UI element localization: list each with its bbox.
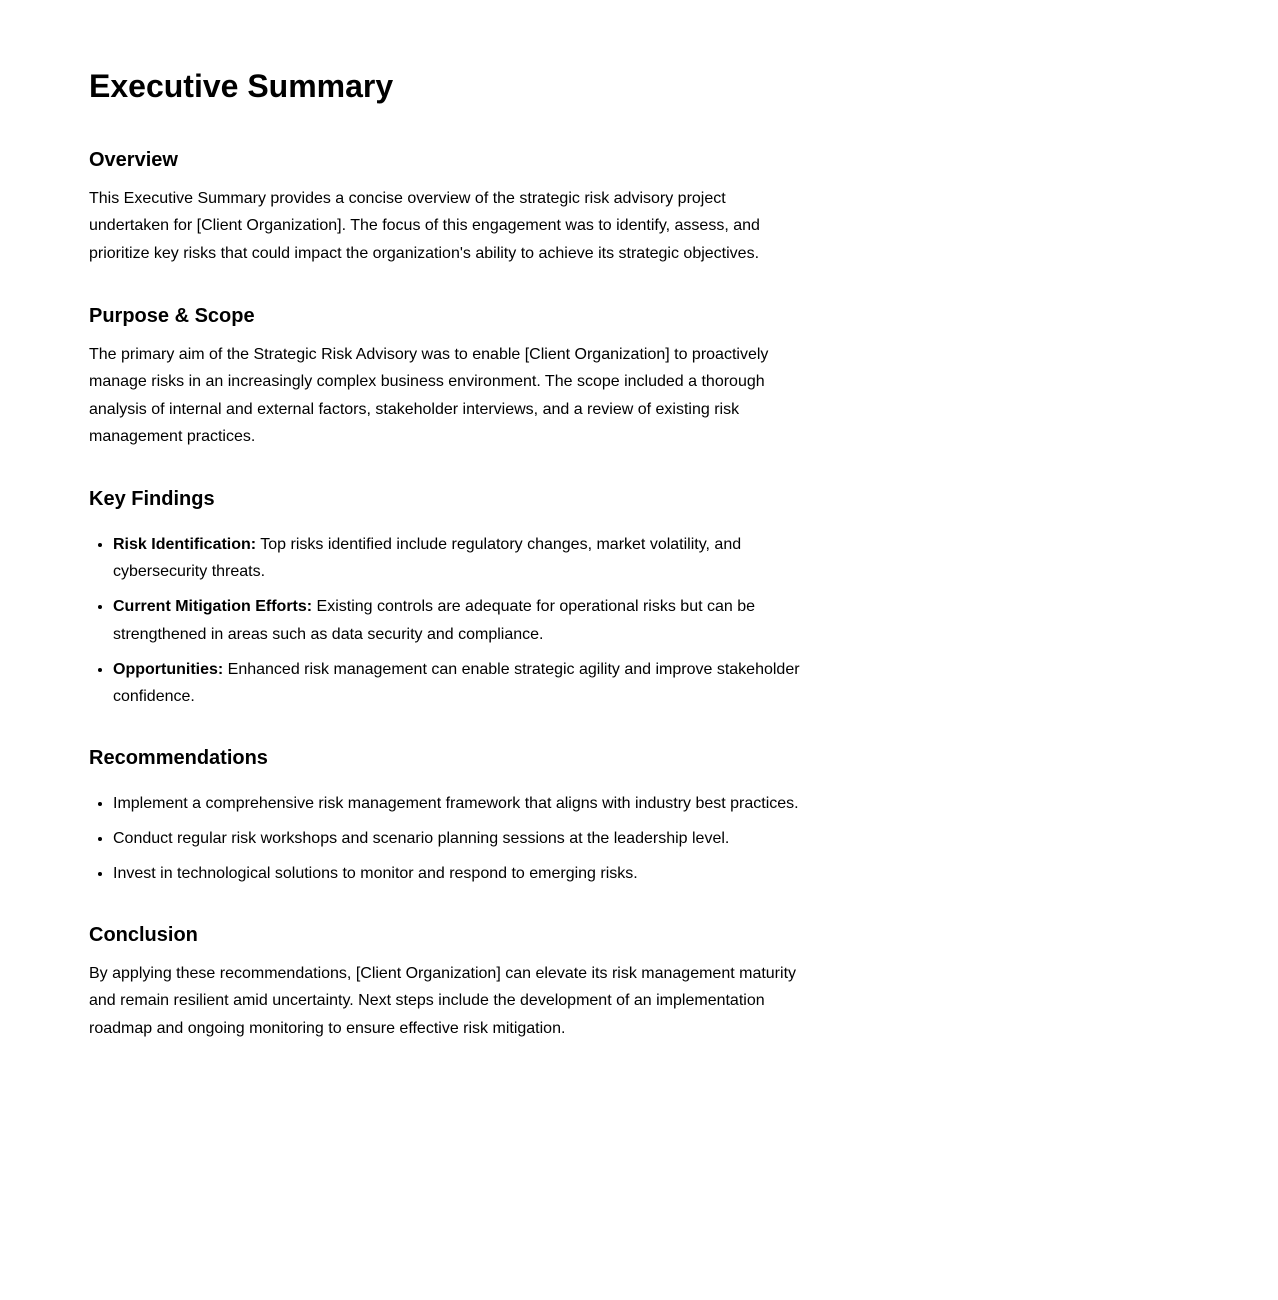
section-heading-recommendations: Recommendations bbox=[89, 747, 268, 769]
finding-text: Existing controls are adequate for operational risks but can be strengthened in areas such as data security and compliance. bbox=[113, 598, 756, 643]
purpose-scope-paragraph: The primary aim of the Strategic Risk Advisory was to enable [Client Organization] to proactively manage risks in an increasingly complex business environment. The scope included a thorough analysis of internal and external factors, stakeholder interviews, and a review of existing risk management practices. bbox=[89, 346, 769, 446]
list-item bbox=[113, 531, 809, 586]
section-heading-conclusion: Conclusion bbox=[89, 924, 198, 946]
finding-label: Opportunities: bbox=[113, 660, 224, 678]
finding-label: Risk Identification: bbox=[113, 536, 257, 553]
section-key-findings bbox=[89, 488, 809, 718]
finding-text: Top risks identified include regulatory changes, market volatility, and cybersecurity threats. bbox=[113, 536, 742, 581]
section-conclusion bbox=[89, 924, 809, 1042]
list-item bbox=[113, 593, 809, 648]
overview-paragraph: This Executive Summary provides a concise overview of the strategic risk advisory project undertaken for [Client Organization]. The focus of this engagement was to identify, assess, and prioritize key risks that could impact the organization's ability to achieve its strategic objectives. bbox=[89, 190, 760, 262]
list-item: • Invest in technological solutions to monitor and respond to emerging risks. bbox=[113, 860, 809, 887]
finding-text: Enhanced risk management can enable strategic agility and improve stakeholder confidence. bbox=[113, 660, 800, 706]
section-recommendations bbox=[89, 747, 809, 895]
key-findings-list bbox=[89, 531, 809, 711]
section-heading-key-findings: Key Findings bbox=[89, 488, 215, 510]
recommendations-list bbox=[89, 790, 809, 887]
section-overview bbox=[89, 149, 809, 267]
section-purpose-scope bbox=[89, 305, 809, 451]
list-item bbox=[113, 656, 809, 711]
section-heading-purpose-scope: Purpose & Scope bbox=[89, 305, 255, 327]
finding-label: Current Mitigation Efforts: bbox=[113, 598, 313, 616]
section-heading-overview: Overview bbox=[89, 149, 178, 171]
conclusion-paragraph: By applying these recommendations, [Client Organization] can elevate its risk management maturity and remain resilient amid uncertainty. Next steps include the development of an implementation roadmap and ongoing monitoring to ensure effective risk mitigation. bbox=[89, 965, 797, 1037]
list-item: • Implement a comprehensive risk management framework that aligns with industry best practices. bbox=[113, 790, 809, 817]
list-item: • Conduct regular risk workshops and scenario planning sessions at the leadership level. bbox=[113, 825, 809, 852]
page-title: Executive Summary bbox=[89, 68, 394, 104]
